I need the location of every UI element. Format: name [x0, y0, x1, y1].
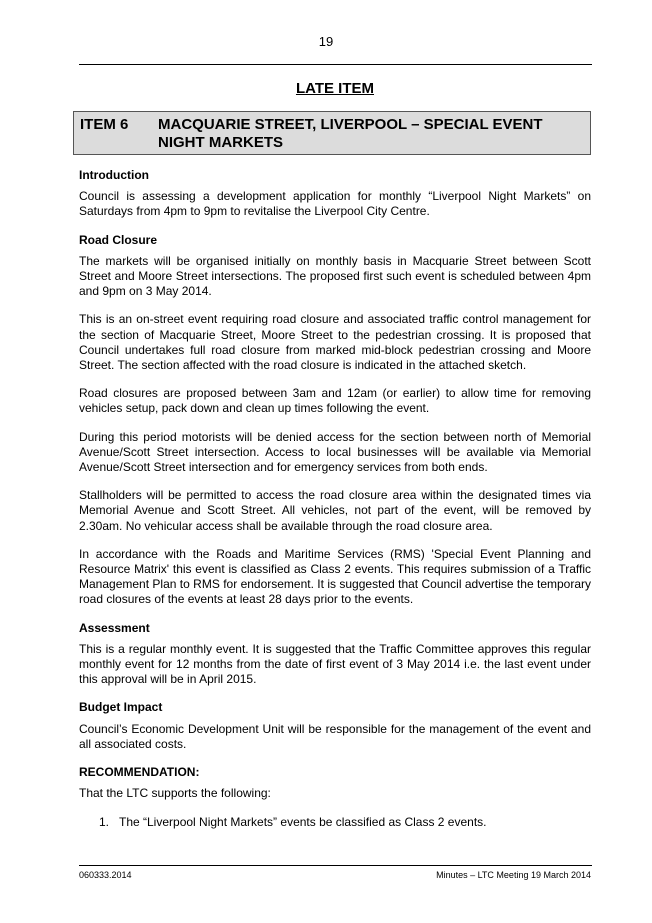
- footer-reference: 060333.2014: [79, 870, 132, 880]
- late-item-heading: LATE ITEM: [295, 80, 375, 97]
- footer-rule: [79, 865, 592, 866]
- introduction-heading: Introduction: [79, 168, 149, 182]
- item-title: MACQUARIE STREET, LIVERPOOL – SPECIAL EVENT NIGHT MARKETS: [158, 116, 543, 151]
- introduction-paragraph: Council is assessing a development application for monthly “Liverpool Night Markets” on Saturdays from 4pm to 9pm to revitalise the Liverpool City Centre.: [79, 189, 591, 219]
- recommendation-item: [99, 815, 591, 830]
- road-closure-paragraph-6: In accordance with the Roads and Maritime Services (RMS) 'Special Event Planning and Resource Matrix' this event is classified as Class 2 events. This requires submission of a Traffic Management Plan to RMS for endorsement. It is suggested that Council advertise the temporary road closures of the events at least 28 days prior to the events.: [79, 546, 591, 607]
- road-closure-paragraph-5: Stallholders will be permitted to access the road closure area within the designated times via Memorial Avenue and Scott Street. All vehicles, not part of the event, will be removed by 2.30am. No vehicular access shall be available through the road closure area.: [79, 488, 591, 533]
- recommendation-heading: RECOMMENDATION:: [79, 765, 200, 780]
- item-number: ITEM 6: [80, 116, 129, 133]
- assessment-heading: Assessment: [79, 620, 150, 635]
- item-title-box: [73, 111, 591, 155]
- road-closure-paragraph-2: This is an on-street event requiring road closure and associated traffic control management for the section of Macquarie Street, Moore Street to the pedestrian crossing. It is proposed that Council undertakes full road closure from marked mid-block pedestrian crossing and Moore Street. The section affected with the road closure is indicated in the attached sketch.: [79, 312, 591, 373]
- recommendation-item-number: 1.: [99, 814, 110, 829]
- page-number: 19: [318, 34, 334, 49]
- document-body: [79, 168, 591, 830]
- header-rule: [79, 64, 592, 65]
- footer-meeting: Minutes – LTC Meeting 19 March 2014: [436, 870, 591, 880]
- budget-impact-paragraph: Council’s Economic Development Unit will be responsible for the management of the event and all associated costs.: [79, 721, 591, 751]
- recommendation-list: [79, 815, 591, 830]
- recommendation-intro: That the LTC supports the following:: [79, 786, 271, 801]
- assessment-paragraph: This is a regular monthly event. It is suggested that the Traffic Committee approves this regular monthly event for 12 months from the date of first event of 3 May 2014 i.e. the last event under this approval will be in April 2015.: [79, 641, 591, 687]
- road-closure-paragraph-3: Road closures are proposed between 3am and 12am (or earlier) to allow time for removing vehicles setup, pack down and clean up times following the event.: [79, 386, 591, 416]
- recommendation-item-text: The “Liverpool Night Markets” events be classified as Class 2 events.: [119, 814, 487, 829]
- road-closure-heading: Road Closure: [79, 232, 158, 247]
- budget-impact-heading: Budget Impact: [79, 700, 163, 715]
- road-closure-paragraph-4: During this period motorists will be denied access for the section between north of Memorial Avenue/Scott Street intersection. Access to local businesses will be available via Memorial Avenue/Scott Street intersection and for emergency services from both ends.: [79, 429, 591, 475]
- road-closure-paragraph-1: The markets will be organised initially on monthly basis in Macquarie Street between Scott Street and Moore Street intersections. The proposed first such event is scheduled between 4pm and 9pm on 3 May 2014.: [79, 253, 591, 299]
